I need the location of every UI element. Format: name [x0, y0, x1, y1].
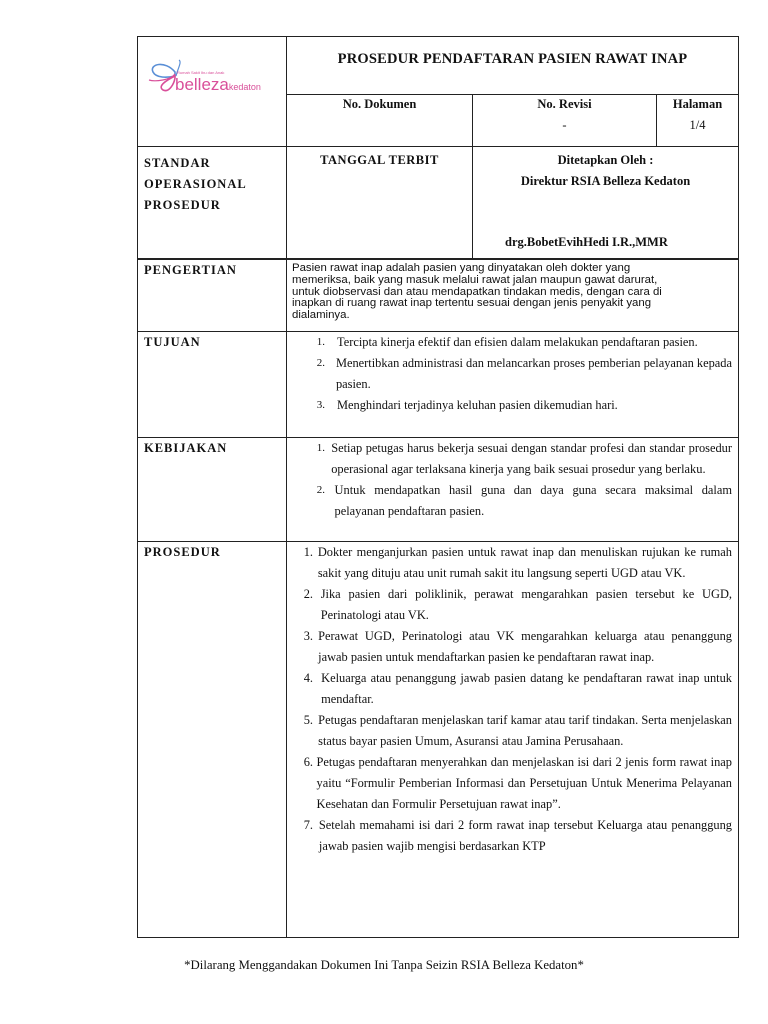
no-dokumen-label: No. Dokumen	[342, 97, 417, 111]
list-item: 2. Menertibkan administrasi dan melancarkan proses pemberian pelayanan kepada pasien.	[316, 356, 732, 391]
section-kebijakan	[138, 438, 739, 542]
tanggal-terbit-label: TANGGAL TERBIT	[287, 147, 473, 259]
logo-wordmark	[175, 75, 261, 95]
sop-label-cell	[138, 147, 287, 259]
logo-tagline: Rumah Sakit Ibu dan Anak	[177, 70, 225, 75]
pengertian-label: PENGERTIAN	[138, 260, 287, 332]
kebijakan-list	[287, 438, 739, 542]
no-revisi-value: -	[562, 118, 567, 132]
ditetapkan-role: Direktur RSIA Belleza Kedaton	[520, 174, 691, 188]
no-revisi-label: No. Revisi	[537, 97, 592, 111]
no-revisi-cell	[473, 95, 657, 147]
sop-body	[137, 259, 739, 938]
prosedur-label: PROSEDUR	[138, 542, 287, 938]
list-item: 2. Untuk mendapatkan hasil guna dan daya guna secara maksimal dalam pelayanan pendaftaran pasien.	[316, 483, 732, 518]
prosedur-list	[287, 542, 739, 938]
tujuan-list	[287, 332, 739, 438]
list-item: 7. Setelah memahami isi dari 2 form rawat inap tersebut Keluarga atau penanggung jawab pasien wajib mengisi berdasarkan KTP	[303, 818, 732, 853]
list-item: 4. Keluarga atau penanggung jawab pasien datang ke pendaftaran rawat inap untuk mendaftar.	[303, 671, 732, 706]
pengertian-line: inapkan di ruang rawat inap tertentu sesuai dengan jenis penyakit yang	[292, 297, 652, 310]
section-pengertian	[138, 260, 739, 332]
list-item: 1. Setiap petugas harus bekerja sesuai dengan standar profesi dan standar prosedur operasional agar terlaksana kinerja yang baik sesuai prosedur yang berlaku.	[316, 441, 732, 476]
hospital-logo	[145, 58, 285, 104]
footer-notice: *Dilarang Menggandakan Dokumen Ini Tanpa Seizin RSIA Belleza Kedaton*	[184, 958, 584, 972]
list-item: 3. Menghindari terjadinya keluhan pasien dikemudian hari.	[316, 398, 618, 412]
list-item: 2. Jika pasien dari poliklinik, perawat mengarahkan pasien tersebut ke UGD, Perinatologi atau VK.	[303, 587, 732, 622]
pengertian-line: untuk diobservasi dan atau mendapatkan tindakan medis, dengan cara di	[292, 285, 662, 298]
section-tujuan	[138, 332, 739, 438]
tujuan-label: TUJUAN	[138, 332, 287, 438]
halaman-label: Halaman	[672, 97, 723, 111]
list-item: 1. Dokter menganjurkan pasien untuk rawat inap dan menuliskan rujukan ke rumah sakit yang dituju atau unit rumah sakit itu langsung seperti UGD atau VK.	[303, 545, 732, 580]
logo-brand-sub: kedaton	[228, 82, 261, 92]
sop-label-line-2: OPERASIONAL	[144, 177, 247, 191]
kebijakan-label: KEBIJAKAN	[138, 438, 287, 542]
list-item: 5. Petugas pendaftaran menjelaskan tarif kamar atau tarif tindakan. Serta menjelaskan status bayar pasien Umum, Asuransi atau Jamina Perusahaan.	[303, 713, 732, 748]
sop-label-line-3: PROSEDUR	[144, 198, 221, 212]
pengertian-line: dialaminya.	[292, 309, 350, 322]
pengertian-line: Pasien rawat inap adalah pasien yang dinyatakan oleh dokter yang	[292, 263, 631, 274]
list-item: 6. Petugas pendaftaran menyerahkan dan menjelaskan isi dari 2 jenis form rawat inap yaitu “Formulir Pemberian Informasi dan Persetujuan Untuk Menerima Pelayanan Kesehatan dan Formulir Persetujuan rawat inap”.	[303, 755, 732, 811]
list-item: 3. Perawat UGD, Perinatologi atau VK mengarahkan keluarga atau penanggung jawab pasien untuk mendaftarkan pasien ke pendaftaran rawat inap.	[303, 629, 732, 664]
list-item: 1. Tercipta kinerja efektif dan efisien dalam melakukan pendaftaran pasien.	[316, 335, 698, 349]
no-dokumen-cell	[287, 95, 473, 147]
sop-label-line-1: STANDAR	[144, 156, 211, 170]
halaman-value: 1/4	[689, 118, 706, 132]
logo-brand-main: belleza	[175, 75, 229, 94]
ditetapkan-cell	[473, 147, 739, 259]
pengertian-line: memeriksa, baik yang masuk melalui rawat jalan maupun gawat darurat,	[292, 273, 658, 286]
pengertian-text	[287, 260, 739, 332]
halaman-cell	[657, 95, 739, 147]
ditetapkan-name: drg.BobetEvihHedi I.R.,MMR	[505, 235, 668, 249]
ditetapkan-label: Ditetapkan Oleh :	[557, 153, 654, 167]
section-prosedur	[138, 542, 739, 938]
document-title: PROSEDUR PENDAFTARAN PASIEN RAWAT INAP	[287, 37, 739, 95]
